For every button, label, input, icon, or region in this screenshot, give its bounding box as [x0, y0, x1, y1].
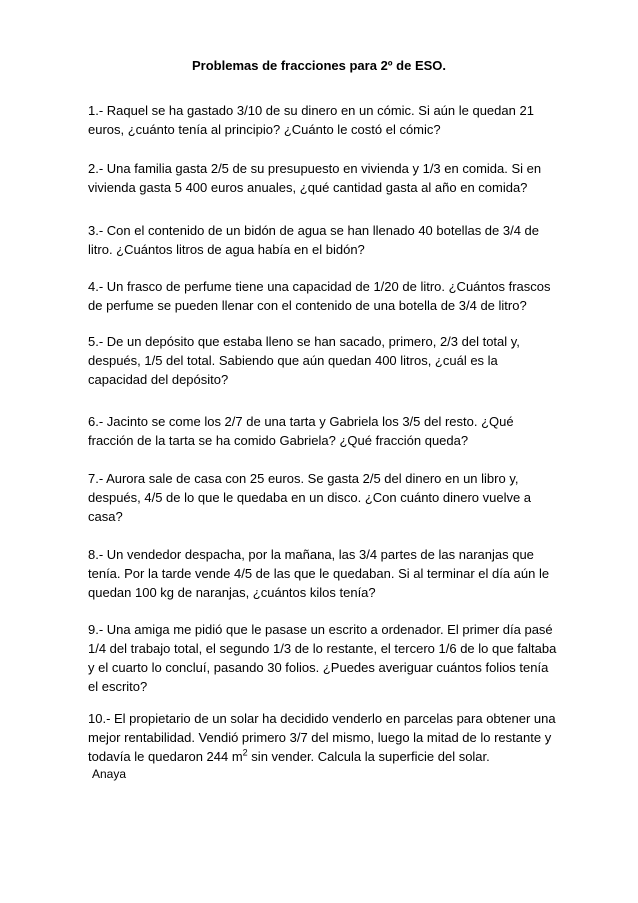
- problem-5: 5.- De un depósito que estaba lleno se han sacado, primero, 2/3 del total y, después, 1/5 del total. Sabiendo que aún quedan 400 litros, ¿cuál es la capacidad del depósito?: [88, 334, 520, 387]
- problem-1: 1.- Raquel se ha gastado 3/10 de su dinero en un cómic. Si aún le quedan 21 euros, ¿cuánto tenía al principio? ¿Cuánto le costó el cómic?: [88, 103, 534, 137]
- problem-6: 6.- Jacinto se come los 2/7 de una tarta y Gabriela los 3/5 del resto. ¿Qué fracción de la tarta se ha comido Gabriela? ¿Qué fracción queda?: [88, 414, 514, 448]
- problem-10-text-after: sin vender. Calcula la superficie del solar.: [247, 749, 490, 764]
- source-label: Anaya: [92, 767, 127, 781]
- problem-8: 8.- Un vendedor despacha, por la mañana, las 3/4 partes de las naranjas que tenía. Por la tarde vende 4/5 de las que le quedaban. Si al terminar el día aún le quedan 100 kg de naranjas, ¿cuántos kilos tenía?: [88, 547, 550, 600]
- problem-10: [88, 709, 558, 766]
- problem-7: 7.- Aurora sale de casa con 25 euros. Se gasta 2/5 del dinero en un libro y, después, 4/5 de lo que le quedaba en un disco. ¿Con cuánto dinero vuelve a casa?: [88, 471, 532, 524]
- problem-3: 3.- Con el contenido de un bidón de agua se han llenado 40 botellas de 3/4 de litro. ¿Cuántos litros de agua había en el bidón?: [88, 223, 540, 257]
- document-title: Problemas de fracciones para 2º de ESO.: [191, 58, 447, 73]
- problem-10-superscript: 2: [242, 747, 248, 758]
- problem-9: 9.- Una amiga me pidió que le pasase un escrito a ordenador. El primer día pasé 1/4 del trabajo total, el segundo 1/3 de lo restante, el tercero 1/6 de lo que faltaba y el cuarto lo concluí, pasando 30 folios. ¿Puedes averiguar cuántos folios tenía el escrito?: [88, 622, 557, 694]
- problem-4: 4.- Un frasco de perfume tiene una capacidad de 1/20 de litro. ¿Cuántos frascos de perfume se pueden llenar con el contenido de una botella de 3/4 de litro?: [88, 279, 551, 313]
- problem-2: 2.- Una familia gasta 2/5 de su presupuesto en vivienda y 1/3 en comida. Si en vivienda gasta 5 400 euros anuales, ¿qué cantidad gasta al año en comida?: [88, 161, 542, 195]
- problem-10-text-before: 10.- El propietario de un solar ha decidido venderlo en parcelas para obtener una mejor rentabilidad. Vendió primero 3/7 del mismo, luego la mitad de lo restante y todavía le quedaron 244 m: [88, 711, 556, 764]
